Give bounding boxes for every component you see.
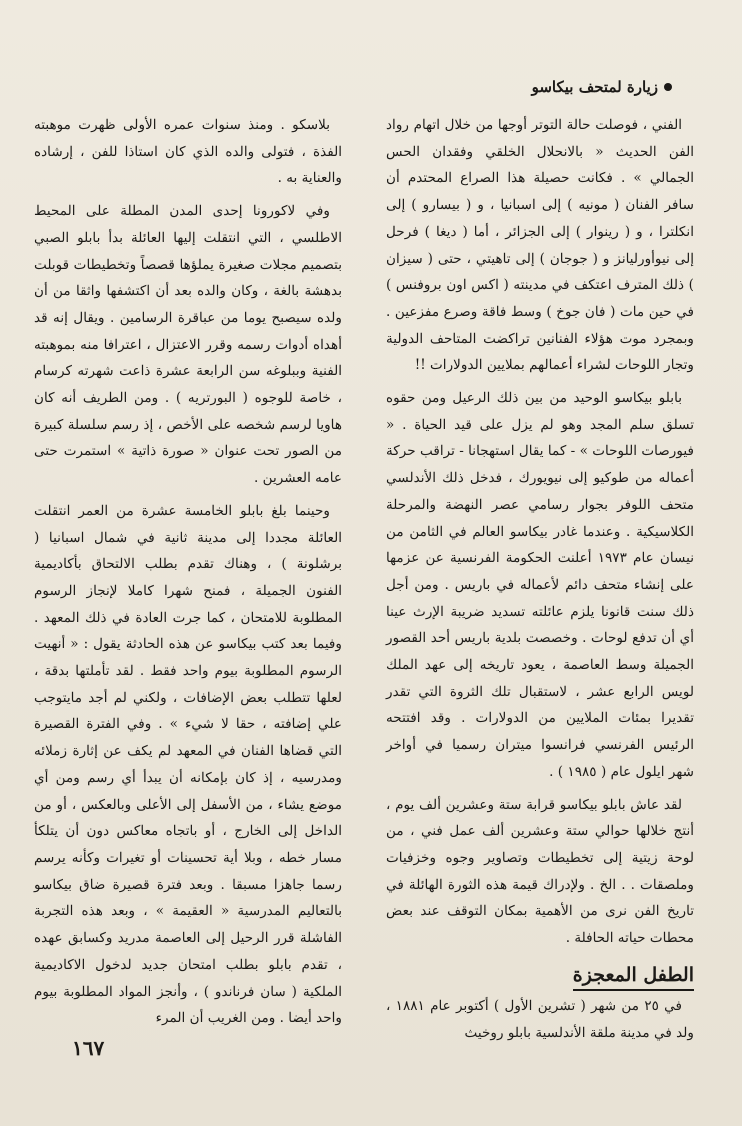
paragraph: في ٢٥ من شهر ( تشرين الأول ) أكتوبر عام ١٨٨١ ، ولد في مدينة ملقة الأندلسية بابلو روخيث xyxy=(386,997,694,1041)
section-heading: الطفل المعجزة xyxy=(573,962,694,991)
paragraph: لقد عاش بابلو بيكاسو قرابة ستة وعشرين ألف يوم ، أنتج خلالها حوالي ستة وعشرين ألف عمل فني ، من لوحة زيتية إلى تخطيطات وتصاوير وجوه وخزفيات وملصقات . . الخ . ولإدراك قيمة هذه الثورة الهائلة في تاريخ الفن نرى من الأهمية بمكان التوقف عند بعض محطات حياته الحافلة . xyxy=(386,796,694,947)
paragraph: وحينما بلغ بابلو الخامسة عشرة من العمر انتقلت العائلة مجددا إلى مدينة ثانية في شمال اسبانيا ( برشلونة ) ، وهناك تقدم بطلب الالتحاق بأكاديمية الفنون الجميلة ، فمنح شهرا كاملا لإنجاز الرسوم المطلوبة للامتحان ، كما جرت العادة في ذلك المعهد . وفيما بعد كتب بيكاسو عن هذه الحادثة يقول : « أنهيت الرسوم المطلوبة بيوم واحد فقط . لقد تأملتها بدقة ، لعلها تتطلب بعض الإضافات ، ولكني لم أجد مايتوجب علي إضافته ، حقا لا شيء » . وفي الفترة القصيرة التي قضاها الفنان في المعهد لم يكف عن إثارة زملائه ومدرسيه ، إذ كان بإمكانه أن يبدأ أي رسم ومن أي موضع يشاء ، من الأسفل إلى الأعلى وبالعكس ، أو من الداخل إلى الخارج ، أو باتجاه معاكس دون أن يتلكأ مسار خطه ، وبلا أية تحسينات أو تغيرات وكأنه يرسم رسما جاهزا مسبقا . وبعد فترة قصيرة ضاق بيكاسو بالتعاليم المدرسية « العقيمة » ، وبعد هذه التجربة الفاشلة قرر الرحيل إلى العاصمة مدريد وكسابق عهده ، تقدم بابلو بطلب امتحان جديد لدخول الاكاديمية الملكية ( سان فرناندو ) ، وأنجز المواد المطلوبة بيوم واحد أيضا . ومن الغريب أن المرء xyxy=(34,502,342,1027)
paragraph: وفي لاكورونا إحدى المدن المطلة على المحيط الاطلسي ، التي انتقلت إليها العائلة بدأ بابلو الصبي بتصميم مجلات صغيرة يملؤها قصصاً وتخطيطات قوبلت بدهشة بالغة ، وكان والده بعد أن اكتشفها واثقا من أن ولده سيصبح يوما من عباقرة الرسامين . ويقال إنه قد أهداه أدوات رسمه وقرر الاعتزال ، اعترافا منه بموهبته الفنية وببلوغه سن الرابعة عشرة ذاعت شهرته كرسام ، خاصة للوجوه ( البورتريه ) . ومن الطريف أنه كان هاويا لرسم شخصه على الأخص ، إذ رسم سلسلة كبيرة من الصور تحت عنوان « صورة ذاتية » استمرت حتى عامه العشرين . xyxy=(34,203,342,487)
bullet-dot-icon xyxy=(664,83,672,91)
left-column xyxy=(34,112,342,1038)
header-title: زيارة لمتحف بيكاسو xyxy=(531,78,658,96)
paragraph: بابلو بيكاسو الوحيد من بين ذلك الرعيل ومن حقوه تسلق سلم المجد وهو لم يزل على قيد الحياة . « فيورصات اللوحات » - كما يقال استهجانا - تراقب حركة أعماله من طوكيو إلى نيويورك ، فدخل ذلك الأندلسي متحف اللوفر بجوار رسامي عصر النهضة والمرحلة الكلاسيكية . وعندما غادر بيكاسو العالم في الثامن من نيسان عام ١٩٧٣ أعلنت الحكومة الفرنسية عن عزمها على إنشاء متحف دائم لأعماله في باريس . ومن أجل ذلك سنت قانونا يلزم عائلته تسديد ضريبة الإرث عينا أي أن تدفع لوحات . وخصصت بلدية باريس أحد القصور الجميلة وسط العاصمة ، يعود تاريخه إلى عهد الملك لويس الرابع عشر ، لاستقبال تلك الثروة التي تقدر تقديرا بمئات الملايين من الدولارات . وقد افتتحه الرئيس الفرنسي فرانسوا ميتران رسميا في أواخر شهر ايلول عام ( ١٩٨٥ ) . xyxy=(386,390,695,780)
running-header xyxy=(532,78,672,96)
paragraph: الفني ، فوصلت حالة التوتر أوجها من خلال اتهام رواد الفن الحديث « بالانحلال الخلقي وفقدان الحس الجمالي » . فكانت حصيلة هذا الصراع المحتدم أن سافر الفنان ( مونيه ) إلى اسبانيا ، و ( بيسارو ) إلى انكلترا ، و ( رينوار ) إلى الجزائر ، أما ( ديغا ) فرحل إلى نيوأورليانز و ( جوجان ) إلى تاهيتي ، حتى ( سيزان ) ذلك المترف اعتكف في مدينته ( اكس اون بروفنس ) في حين مات ( فان جوخ ) وسط فاقة وصرع مفزعين . وبمجرد موت هؤلاء الفنانين تراكضت المتاحف الدولية وتجار اللوحات لشراء أعمالهم بملايين الدولارات !! xyxy=(386,117,694,374)
page-number: ١٦٧ xyxy=(72,1036,105,1060)
right-column xyxy=(386,112,694,1052)
paragraph: بلاسكو . ومنذ سنوات عمره الأولى ظهرت موهبته الفذة ، فتولى والده الذي كان استاذا للفن ، إرشاده والعناية به . xyxy=(34,117,342,187)
